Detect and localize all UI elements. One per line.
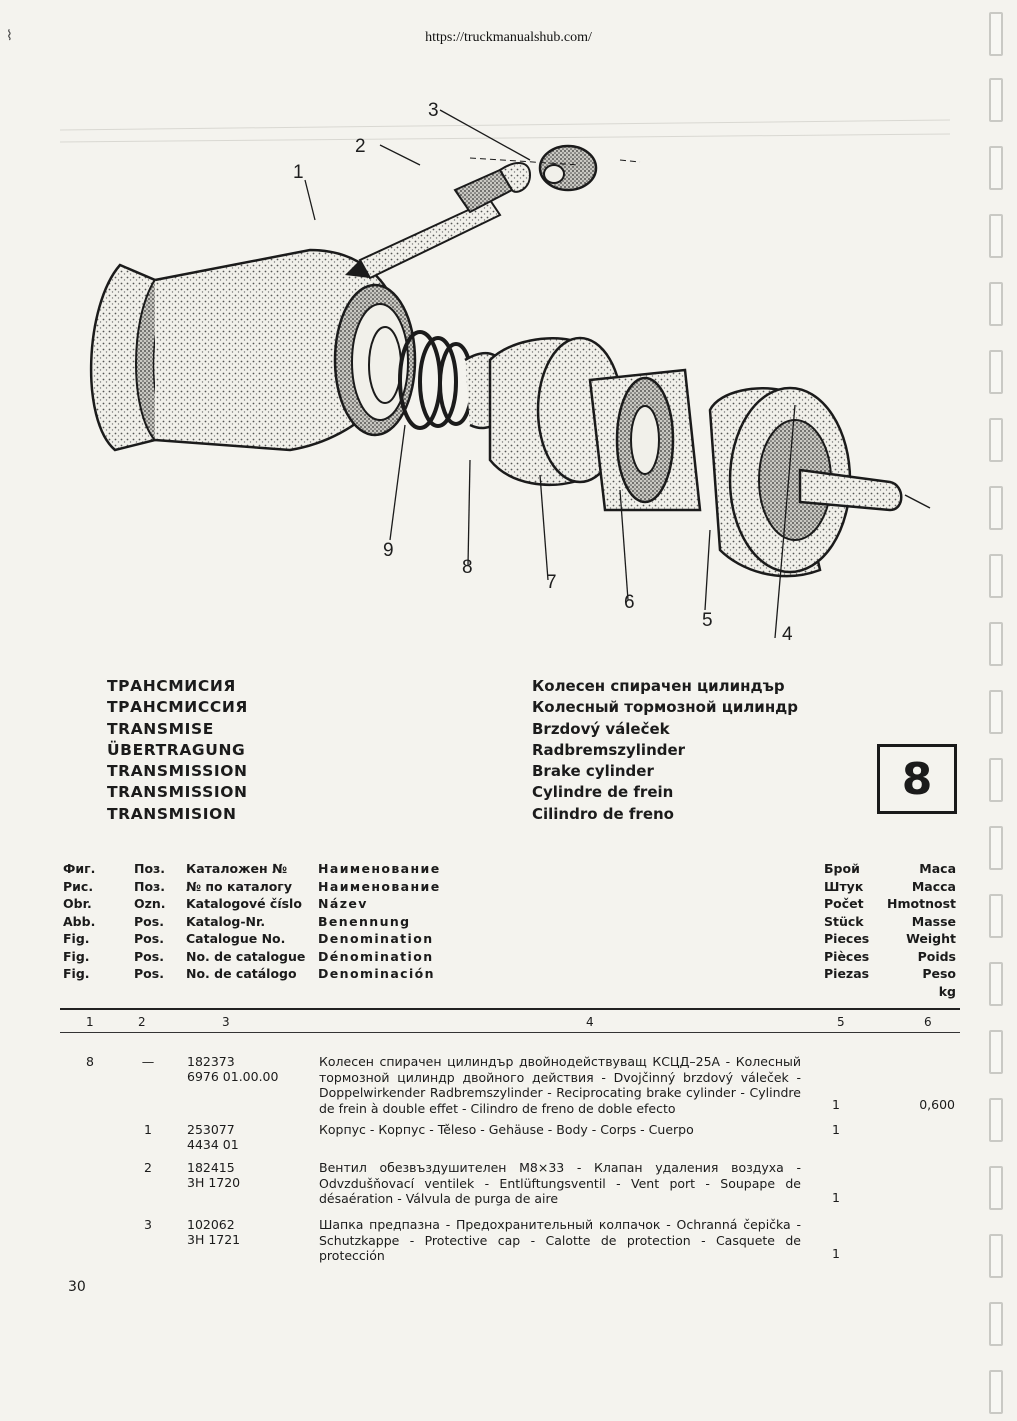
header-label: Pièces (824, 948, 870, 964)
header-label: Poids (917, 948, 956, 964)
binder-tab (989, 1302, 1003, 1346)
axis-line (620, 160, 640, 162)
callout-2: 2 (355, 136, 366, 157)
column-number: 4 (586, 1015, 594, 1029)
callout-9: 9 (383, 540, 394, 561)
binder-tab (989, 418, 1003, 462)
header-label: Denominación (318, 966, 435, 981)
callout-8: 8 (462, 557, 473, 578)
row-pos: 2 (144, 1160, 152, 1175)
header-label: Weight (906, 931, 956, 946)
binder-tab (989, 894, 1003, 938)
binder-tab (989, 214, 1003, 258)
column-number: 3 (222, 1015, 230, 1029)
callout-6: 6 (624, 592, 635, 613)
header-label: Pieces (824, 931, 870, 946)
subject-title-es: Cilindro de freno (532, 804, 674, 823)
row-catalogue-code: 4434 01 (187, 1137, 239, 1152)
section-title-fr: TRANSMISSION (107, 783, 248, 802)
section-title-de: ÜBERTRAGUNG (107, 740, 246, 759)
header-label: Наименование (318, 878, 441, 894)
column-number: 6 (924, 1015, 932, 1029)
binder-tab (989, 486, 1003, 530)
header-label: Počet (824, 896, 864, 911)
header-label: Маса (919, 861, 956, 876)
callout-4: 4 (782, 624, 793, 645)
binder-tab (989, 78, 1003, 122)
header-label: Piezas (824, 966, 870, 981)
binder-tab (989, 690, 1003, 734)
row-catalogue-no: 182373 (187, 1054, 235, 1069)
row-description: Колесен спирачен цилиндър двойнодействуващ КСЦД–25А - Колесный тормозной цилиндр двойного действия - Dvojčinný brzdový váleček - Doppelwirkender Radbremszylinder - Reciprocating brake cylinder - Cylindre de frein à double effet - Cilindro de freno de doble efecto (319, 1054, 801, 1116)
subject-title-fr: Cylindre de frein (532, 783, 674, 802)
column-number: 2 (138, 1015, 146, 1029)
row-weight: 0,600 (919, 1097, 955, 1112)
header-label: Název (318, 896, 368, 911)
binder-tab (989, 962, 1003, 1006)
header-label: kg (938, 983, 956, 999)
page-number: 30 (68, 1279, 86, 1295)
binder-tab (989, 758, 1003, 802)
table-rule-top (60, 1008, 960, 1010)
row-catalogue-no: 102062 (187, 1217, 235, 1232)
binder-tab (989, 554, 1003, 598)
binder-tab (989, 622, 1003, 666)
section-title-bg: ТРАНСМИСИЯ (107, 677, 236, 695)
row-quantity: 1 (832, 1246, 840, 1261)
callout-1: 1 (293, 162, 304, 183)
row-catalogue-code: 6976 01.00.00 (187, 1069, 279, 1084)
binder-tab (989, 350, 1003, 394)
row-quantity: 1 (832, 1122, 840, 1137)
header-name-column (318, 860, 441, 983)
source-url: https://truckmanualshub.com/ (425, 30, 592, 45)
cylinder-body-part (91, 250, 415, 450)
header-label: Fig. (63, 948, 90, 964)
row-catalogue-no: 182415 (187, 1160, 235, 1175)
header-label: Hmotnost (887, 896, 956, 911)
header-label: Каталожен № (186, 861, 288, 876)
callout-7: 7 (546, 572, 557, 593)
binder-tab (989, 12, 1003, 56)
binder-tab (989, 1098, 1003, 1142)
binder-tab (989, 146, 1003, 190)
header-label: Denomination (318, 931, 434, 946)
header-label: Фиг. (63, 861, 96, 876)
header-label: Масса (911, 878, 956, 894)
header-label: No. de catálogo (186, 966, 297, 981)
header-qty-column (824, 860, 869, 983)
header-label: Pos. (134, 948, 164, 964)
header-label: Наименование (318, 861, 441, 876)
header-fig-column (63, 860, 95, 983)
header-label: Рис. (63, 878, 94, 894)
margin-mark: ⌇ (6, 28, 13, 44)
section-title-es: TRANSMISION (107, 804, 237, 823)
row-quantity: 1 (832, 1097, 840, 1112)
header-label: Masse (911, 913, 956, 929)
callout-5: 5 (702, 610, 713, 631)
header-label: No. de catalogue (186, 948, 306, 964)
header-label: Брой (824, 861, 860, 876)
row-pos: 1 (144, 1122, 152, 1137)
subject-title-en: Brake cylinder (532, 762, 654, 781)
section-number-badge: 8 (877, 744, 957, 814)
header-label: Dénomination (318, 948, 434, 964)
header-label: Поз. (134, 878, 166, 894)
header-label: Katalog-Nr. (186, 913, 266, 929)
binder-tab (989, 1030, 1003, 1074)
callout-3: 3 (428, 100, 439, 121)
header-label: Abb. (63, 913, 96, 929)
header-label: Ozn. (134, 896, 166, 911)
binder-edge (989, 0, 1003, 1421)
header-label: Pos. (134, 913, 164, 929)
subject-title-ru: Колесный тормозной цилиндр (532, 698, 799, 717)
subject-title-bg: Колесен спирачен цилиндър (532, 677, 785, 695)
binder-tab (989, 826, 1003, 870)
row-description: Вентил обезвъздушителен М8×33 - Клапан удаления воздуха - Odvzdušňovací ventilek - Entlüftungsventil - Vent port - Soupape de désaération - Válvula de purga de aire (319, 1160, 801, 1206)
column-number: 1 (86, 1015, 94, 1029)
header-pos-column (134, 860, 166, 983)
row-description: Корпус - Корпус - Těleso - Gehäuse - Body - Corps - Cuerpo (319, 1122, 694, 1137)
header-label: Штук (824, 878, 864, 894)
section-title-ru: ТРАНСМИССИЯ (107, 698, 248, 717)
header-catalogue-column (186, 860, 305, 983)
row-catalogue-no: 253077 (187, 1122, 235, 1137)
row-quantity: 1 (832, 1190, 840, 1205)
column-number: 5 (837, 1015, 845, 1029)
header-weight-column (880, 860, 956, 1000)
header-label: Katalogové číslo (186, 896, 302, 911)
binder-tab (989, 1166, 1003, 1210)
row-pos: 3 (144, 1217, 152, 1232)
subject-title-cs: Brzdový váleček (532, 719, 670, 738)
section-title-group (107, 676, 248, 825)
header-label: Peso (922, 966, 956, 981)
exploded-view-illustration (60, 90, 960, 650)
row-fig: 8 (86, 1054, 94, 1069)
header-label: Catalogue No. (186, 931, 286, 946)
header-label: Benennung (318, 913, 411, 929)
header-label: Obr. (63, 896, 92, 911)
header-label: Stück (824, 913, 864, 929)
header-label: Pos. (134, 966, 164, 981)
vent-port-part (345, 163, 530, 278)
bleed-through-lines (60, 120, 950, 142)
section-title-cs: TRANSMISE (107, 719, 214, 738)
subject-title-group (532, 676, 798, 825)
cup-seal-part (590, 370, 700, 510)
pushrod-part (800, 470, 930, 510)
protective-cap-part (540, 146, 596, 190)
table-rule-header (60, 1032, 960, 1033)
section-title-en: TRANSMISSION (107, 762, 248, 781)
binder-tab (989, 1370, 1003, 1414)
binder-tab (989, 282, 1003, 326)
header-label: № по каталогу (186, 878, 292, 894)
row-catalogue-code: 3Н 1721 (187, 1232, 241, 1247)
row-catalogue-code: 3Н 1720 (187, 1175, 241, 1190)
binder-tab (989, 1234, 1003, 1278)
row-pos: — (141, 1054, 155, 1069)
subject-title-de: Radbremszylinder (532, 740, 686, 759)
header-label: Fig. (63, 931, 90, 946)
header-label: Pos. (134, 931, 164, 946)
row-description: Шапка предпазна - Предохранительный колпачок - Ochranná čepička - Schutzkappe - Protective cap - Calotte de protection - Casquete de protección (319, 1217, 801, 1263)
header-label: Fig. (63, 966, 90, 981)
header-label: Поз. (134, 861, 166, 876)
